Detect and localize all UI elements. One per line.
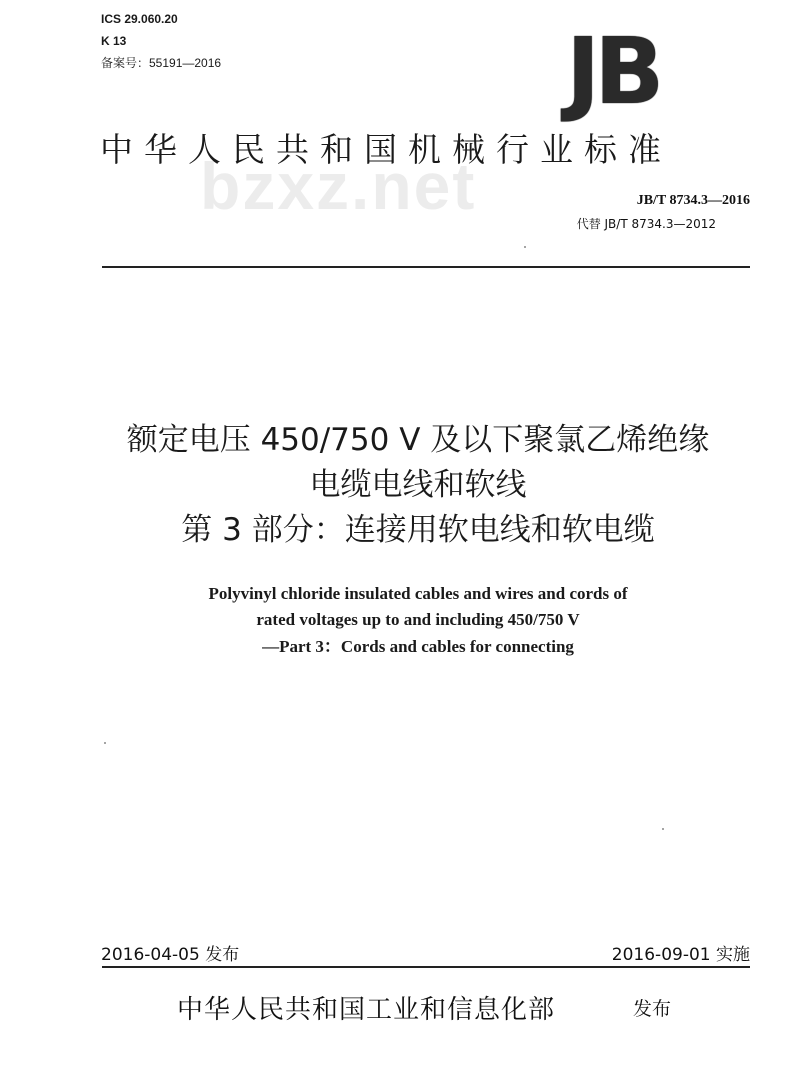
issuing-authority: 中华人民共和国工业和信息化部 — [177, 995, 556, 1025]
title-zh-line1: 额定电压 450/750 V 及以下聚氯乙烯绝缘 — [126, 422, 710, 458]
title-zh-line3: 第 3 部分：连接用软电线和软电缆 — [181, 512, 655, 548]
category-code: K 13 — [101, 34, 127, 48]
scan-speck — [524, 246, 526, 248]
jb-logo: JB — [566, 18, 659, 125]
scan-speck — [104, 742, 106, 744]
footer-divider — [102, 966, 750, 968]
watermark: bzxz.net — [200, 149, 477, 223]
title-en-line1: Polyvinyl chloride insulated cables and wires and cords of — [208, 584, 628, 603]
title-en-line2: rated voltages up to and including 450/750 V — [256, 610, 580, 629]
issuing-suffix: 发布 — [633, 998, 672, 1020]
header-divider — [102, 266, 750, 268]
scan-speck — [662, 828, 664, 830]
title-en-line3: —Part 3：Cords and cables for connecting — [262, 637, 574, 656]
standard-body-header: 中华人民共和国机械行业标准 — [100, 130, 672, 169]
replaces-code: 代替 JB/T 8734.3—2012 — [576, 217, 716, 231]
ics-code: ICS 29.060.20 — [101, 12, 178, 26]
title-zh-line2: 电缆电线和软线 — [309, 467, 527, 503]
implementation-date: 2016-09-01 实施 — [611, 945, 750, 965]
filing-number: 备案号：55191—2016 — [101, 56, 222, 70]
standard-code: JB/T 8734.3—2016 — [636, 193, 750, 208]
issue-date: 2016-04-05 发布 — [101, 945, 240, 965]
